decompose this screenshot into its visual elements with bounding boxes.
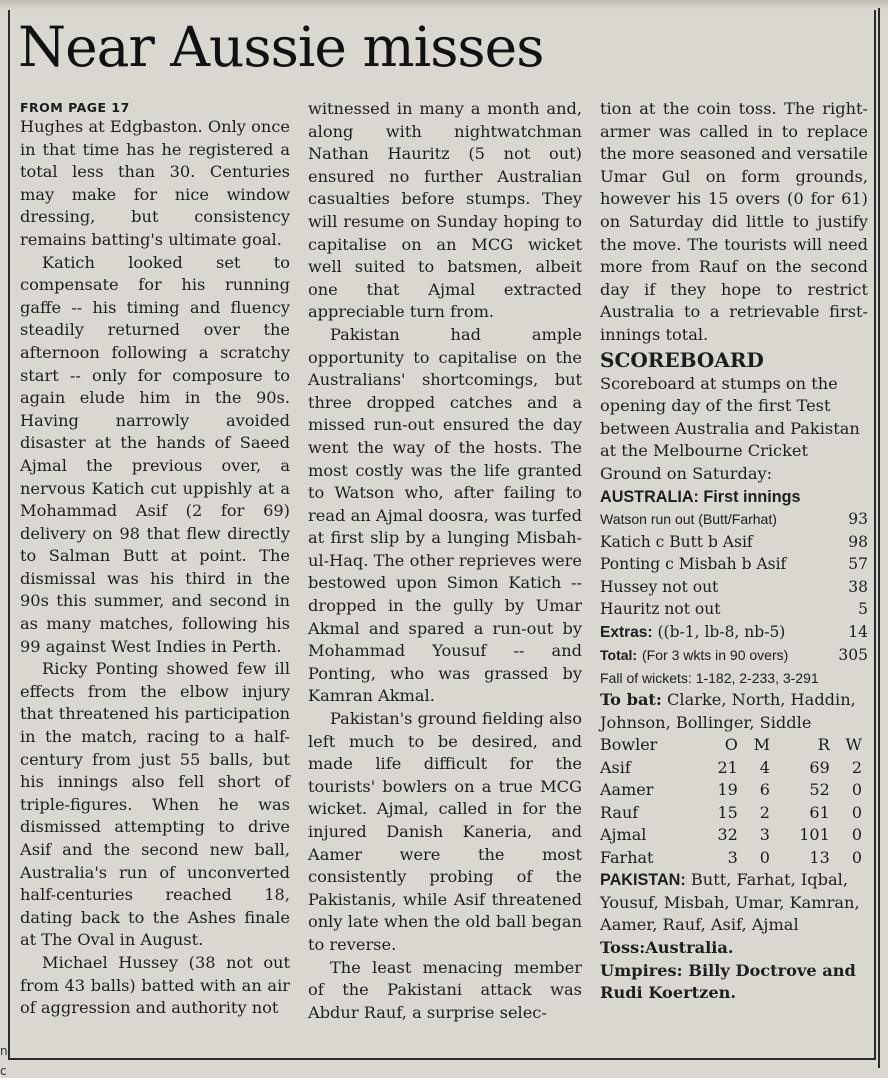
bowling-cell: 4 (759, 757, 770, 777)
bowling-row (600, 757, 862, 780)
total-value: 305 (838, 646, 868, 665)
bowling-cell: 2 (851, 757, 862, 777)
pakistan-squad (600, 869, 868, 937)
continued-from-label: FROM PAGE 17 (20, 100, 130, 115)
umpires-label: Umpires: (600, 960, 683, 980)
bowling-header-cell: R (817, 735, 830, 755)
paragraph: tion at the coin toss. The right-armer was called in to replace the more seasoned and versatile Umar Gul on form grounds, however his 15 overs (0 for 61) on Saturday did little to justify the move. The tourists will need more from Rauf on the second day if they hope to restrict Australia to a retrievable first-innings total. (600, 99, 868, 344)
batsman-dismissal: Watson run out (Butt/Farhat) (600, 511, 777, 528)
batsman-dismissal: Hussey not out (600, 577, 719, 596)
bowling-cell: Ajmal (600, 825, 647, 845)
bowling-cell: 21 (717, 757, 738, 777)
extras-detail: ((b-1, lb-8, nb-5) (657, 622, 786, 641)
headline: Near Aussie misses (18, 15, 544, 79)
page-top-strip (0, 0, 888, 10)
bowling-cell: 3 (727, 847, 738, 867)
bowling-header-cell: M (753, 735, 770, 755)
pakistan-label: PAKISTAN: (600, 871, 686, 890)
column-3 (600, 98, 868, 1005)
bowling-cell: 13 (809, 847, 830, 867)
edge-mark: n (0, 1044, 8, 1058)
bowling-row (600, 847, 862, 870)
bowling-cell: 69 (809, 757, 830, 777)
paragraph: Ricky Ponting showed few ill effects from the elbow injury that threatened his participation in the match, racing to a half-century from just 55 balls, but his innings also fell short of triple-figures. When he was dismissed attempting to drive Asif and the second new ball, Australia's run of unconverted half-centuries reached 18, dating back to the Ashes finale at The Oval in August. (20, 659, 290, 950)
innings-title: AUSTRALIA: First innings (600, 487, 801, 506)
paragraph: Hughes at Edgbaston. Only once in that time has he registered a total less than 30. Centuries may make for nice window dressing, but consistency remains batting's ultimate goal. (20, 117, 290, 249)
paragraph: witnessed in many a month and, along with nightwatchman Nathan Hauritz (5 not out) ensured no further Australian casualties before stumps. They will resume on Sunday hoping to capitalise on an MCG wicket well suited to batsmen, albeit one that Ajmal extracted appreciable turn from. (308, 99, 582, 322)
bowling-cell: 3 (759, 825, 770, 845)
toss-label: Toss: (600, 938, 646, 958)
bowling-cell: 0 (851, 780, 862, 800)
batsman-runs: 98 (848, 532, 868, 551)
bowling-cell: 101 (799, 825, 830, 845)
bowling-cell: 19 (717, 780, 738, 800)
batting-row (600, 531, 868, 554)
bowling-header-cell: O (724, 735, 738, 755)
batsman-dismissal: Ponting c Misbah b Asif (600, 555, 787, 574)
batsman-runs: 93 (848, 510, 868, 529)
bowling-cell: 2 (759, 802, 770, 822)
extras-value: 14 (848, 622, 868, 641)
bowling-cell: 52 (809, 780, 830, 800)
paragraph: Pakistan had ample opportunity to capitalise on the Australians' shortcomings, but three dropped catches and a missed run-out ensured the day went the way of the hosts. The most costly was the life granted to Watson who, after failing to read an Ajmal doosra, was turfed at first slip by a lunging Misbah-ul-Haq. The other reprieves were bestowed upon Simon Katich -- dropped in the gully by Umar Akmal and spared a run-out by Mohammad Yousuf -- and Ponting, who was grassed by Kamran Akmal. (308, 324, 582, 706)
batting-row (600, 553, 868, 576)
edge-mark: c (0, 1064, 7, 1078)
bowling-cell: Aamer (600, 780, 654, 800)
bowling-cell: 0 (759, 847, 770, 867)
batsman-runs: 5 (858, 600, 868, 619)
to-bat-label: To bat: (600, 690, 662, 710)
fall-of-wickets: Fall of wickets: 1-182, 2-233, 3-291 (600, 669, 819, 686)
bowling-table (600, 734, 862, 869)
toss (600, 937, 868, 960)
to-bat-list: Clarke, North, Haddin, Johnson, Bollinger, Siddle (600, 690, 856, 732)
extras-row (600, 621, 868, 645)
batsman-runs: 38 (848, 577, 868, 596)
scoreboard-heading: SCOREBOARD (600, 347, 764, 372)
extras-label: Extras: (600, 623, 653, 641)
bowling-cell: 61 (809, 802, 830, 822)
umpires (600, 960, 868, 1005)
total-row (600, 644, 868, 667)
toss-value: Australia. (645, 938, 734, 958)
batsman-dismissal: Katich c Butt b Asif (600, 532, 753, 551)
bowling-cell: Rauf (600, 802, 639, 822)
bowling-cell: 32 (717, 825, 738, 845)
scoreboard (600, 347, 868, 1005)
bowling-row (600, 779, 862, 802)
bowling-body (600, 757, 862, 870)
batting-row (600, 576, 868, 599)
bowling-row (600, 824, 862, 847)
total-label: Total: (600, 647, 638, 664)
bowling-cell: Farhat (600, 847, 654, 867)
bowling-cell: 15 (717, 802, 738, 822)
column-1 (20, 100, 290, 1020)
batting-row (600, 598, 868, 621)
bowling-cell: 0 (851, 802, 862, 822)
column-2 (308, 98, 582, 1024)
paragraph: Katich looked set to compensate for his running gaffe -- his timing and fluency steadily returned over the afternoon following a scratchy start -- only for composure to again elude him in the 90s. Having narrowly avoided disaster at the hands of Saeed Ajmal the previous over, a nervous Katich cut uppishly at a Mohammad Asif (2 for 69) delivery on 98 that flew directly to Salman Butt at point. The dismissal was his third in the 90s this summer, and second in as many matches, following his 99 against West Indies in Perth. (20, 252, 290, 656)
bowling-header-cell: Bowler (600, 735, 658, 755)
bowling-header-row (600, 734, 862, 757)
batting-list (600, 508, 868, 621)
pakistan-list: Butt, Farhat, Iqbal, Yousuf, Misbah, Umar, Kamran, Aamer, Rauf, Asif, Ajmal (600, 870, 860, 935)
batting-row (600, 508, 868, 531)
bowling-cell: 6 (759, 780, 770, 800)
column-rule (878, 8, 880, 1068)
umpires-value: Billy Doctrove and Rudi Koertzen. (600, 960, 856, 1003)
batsman-runs: 57 (848, 555, 868, 574)
paragraph: Pakistan's ground fielding also left much to be desired, and made life difficult for the tourists' bowlers on a true MCG wicket. Ajmal, called in for the injured Danish Kaneria, and Aamer were the most consistently probing of the Pakistanis, while Asif threatened only late when the old ball began to reverse. (308, 709, 582, 954)
bowling-header-cell: W (845, 735, 862, 755)
bowling-cell: 0 (851, 847, 862, 867)
paragraph: The least menacing member of the Pakistani attack was Abdur Rauf, a surprise selec- (308, 957, 582, 1022)
scoreboard-intro: Scoreboard at stumps on the opening day of the first Test between Australia and Pakistan at the Melbourne Cricket Ground on Saturday: (600, 373, 860, 483)
paragraph: Michael Hussey (38 not out from 43 balls) batted with an air of aggression and authority not (20, 952, 290, 1018)
batsman-dismissal: Hauritz not out (600, 600, 721, 619)
bowling-row (600, 802, 862, 825)
bowling-cell: Asif (600, 757, 631, 777)
total-detail: (For 3 wkts in 90 overs) (642, 647, 789, 664)
bowling-cell: 0 (851, 825, 862, 845)
to-bat (600, 689, 868, 734)
